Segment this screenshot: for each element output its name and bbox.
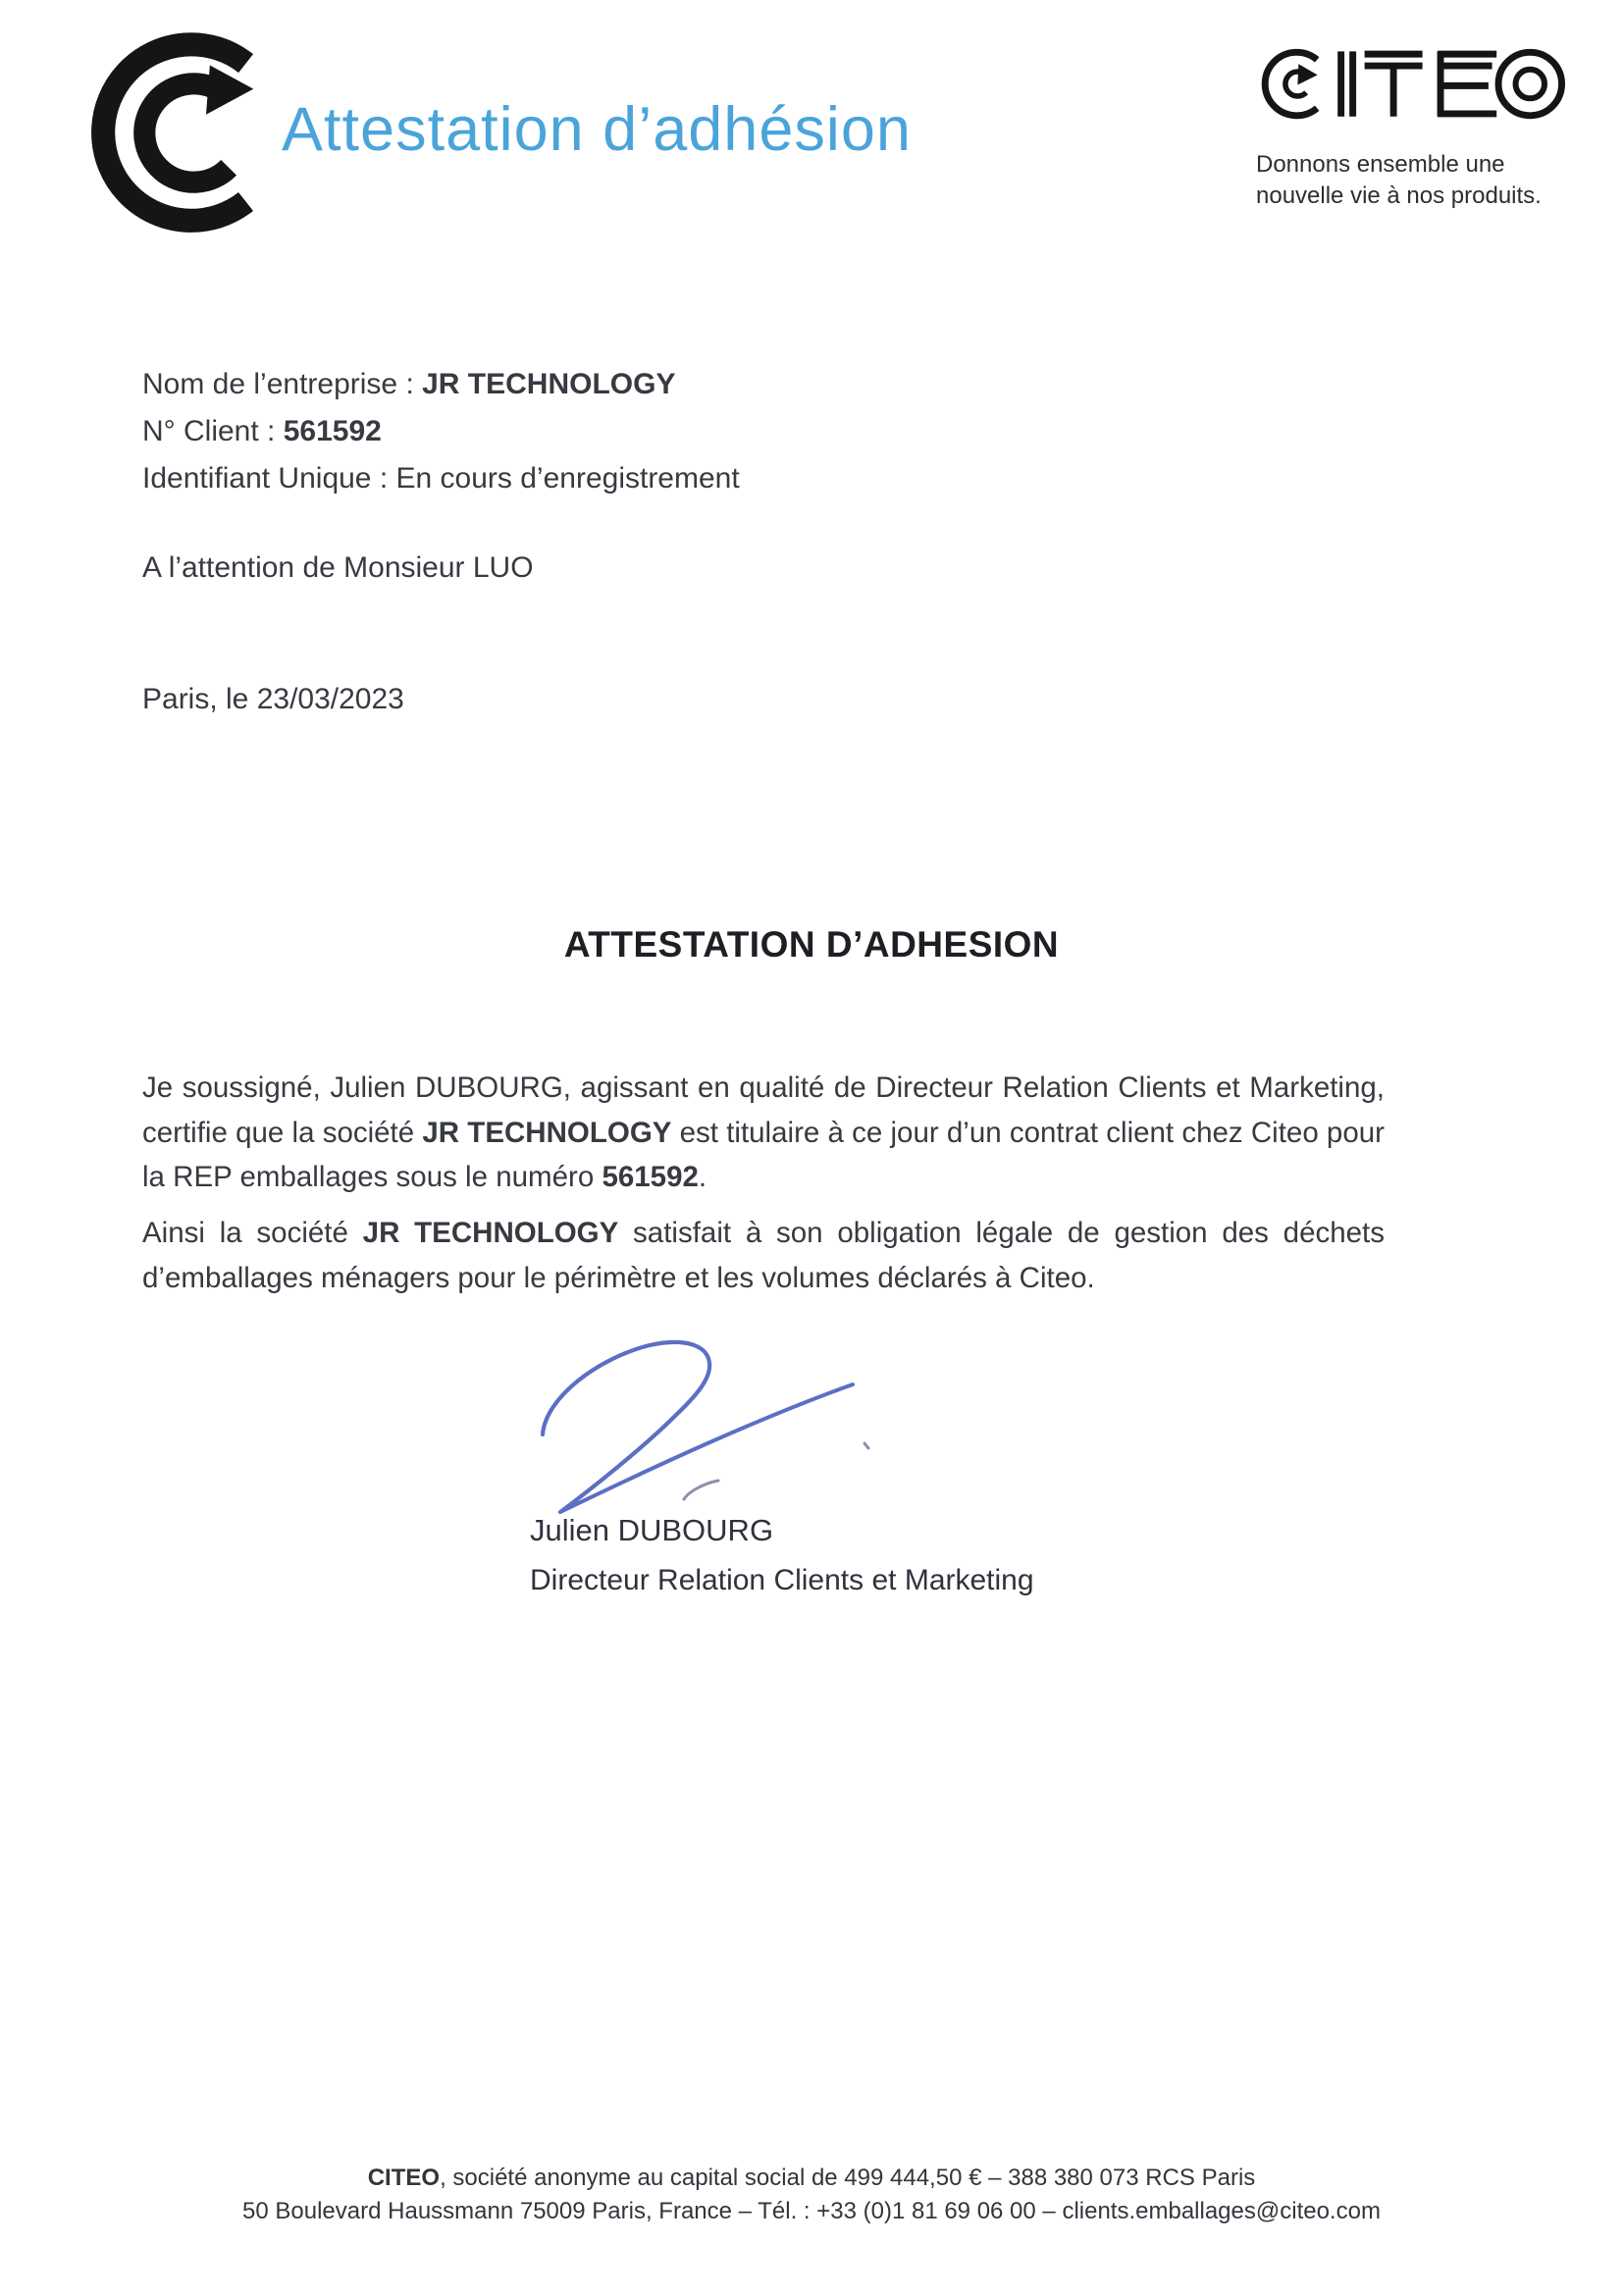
footer-legal-line — [0, 2165, 1623, 2192]
signatory-role: Directeur Relation Clients et Marketing — [530, 1564, 1034, 1596]
p1-text-2: est titulaire à ce jour d’un contrat client chez Citeo pour la REP emballages sous le numéro — [142, 1116, 1385, 1193]
client-number-line — [142, 408, 740, 455]
p1-company-bold: JR TECHNOLOGY — [422, 1116, 672, 1149]
brand-tagline-line1: Donnons ensemble une — [1256, 151, 1505, 178]
p1-text-3: . — [698, 1161, 707, 1193]
brand-tagline — [1256, 149, 1590, 212]
p2-text-1: Ainsi la société — [142, 1217, 363, 1249]
company-name-line — [142, 361, 740, 408]
body-paragraph-2 — [142, 1211, 1385, 1300]
unique-id-line — [142, 455, 740, 502]
brand-tagline-line2: nouvelle vie à nos produits. — [1256, 183, 1542, 209]
attention-line: A l’attention de Monsieur LUO — [142, 551, 534, 584]
p1-text-1: Je soussigné, Julien DUBOURG, agissant en qualité de Directeur Relation Clients et Marketing, certifie que la société — [142, 1071, 1385, 1149]
footer-brand: CITEO — [367, 2165, 441, 2191]
date-line: Paris, le 23/03/2023 — [142, 683, 404, 715]
recipient-info-block — [142, 361, 740, 502]
footer-address-line: 50 Boulevard Haussmann 75009 Paris, France – Tél. : +33 (0)1 81 69 06 00 – clients.emballages@citeo.com — [242, 2198, 1381, 2224]
document-heading: ATTESTATION D’ADHESION — [563, 924, 1060, 965]
body-paragraph-1 — [142, 1066, 1385, 1200]
signatory-name: Julien DUBOURG — [530, 1513, 774, 1547]
citeo-brand-block — [1256, 41, 1590, 212]
citeo-wordmark-icon — [1256, 41, 1568, 128]
company-name-value: JR TECHNOLOGY — [422, 368, 676, 400]
footer-legal-text: , société anonyme au capital social de 499 444,50 € – 388 380 073 RCS Paris — [440, 2165, 1256, 2191]
handwritten-signature-icon — [510, 1327, 922, 1533]
page-title: Attestation d’adhésion — [282, 95, 912, 164]
p2-company-bold: JR TECHNOLOGY — [362, 1217, 619, 1249]
client-number-value: 561592 — [283, 415, 382, 447]
p2-text-2: satisfait à son obligation légale de gestion des déchets d’emballages ménagers pour le périmètre et les volumes déclarés à Citeo. — [142, 1217, 1385, 1294]
unique-id-value: En cours d’enregistrement — [395, 462, 740, 495]
unique-id-label: Identifiant Unique : — [142, 462, 396, 495]
company-name-label: Nom de l’entreprise : — [142, 368, 423, 400]
client-number-label: N° Client : — [142, 415, 284, 447]
p1-number-bold: 561592 — [602, 1161, 699, 1193]
